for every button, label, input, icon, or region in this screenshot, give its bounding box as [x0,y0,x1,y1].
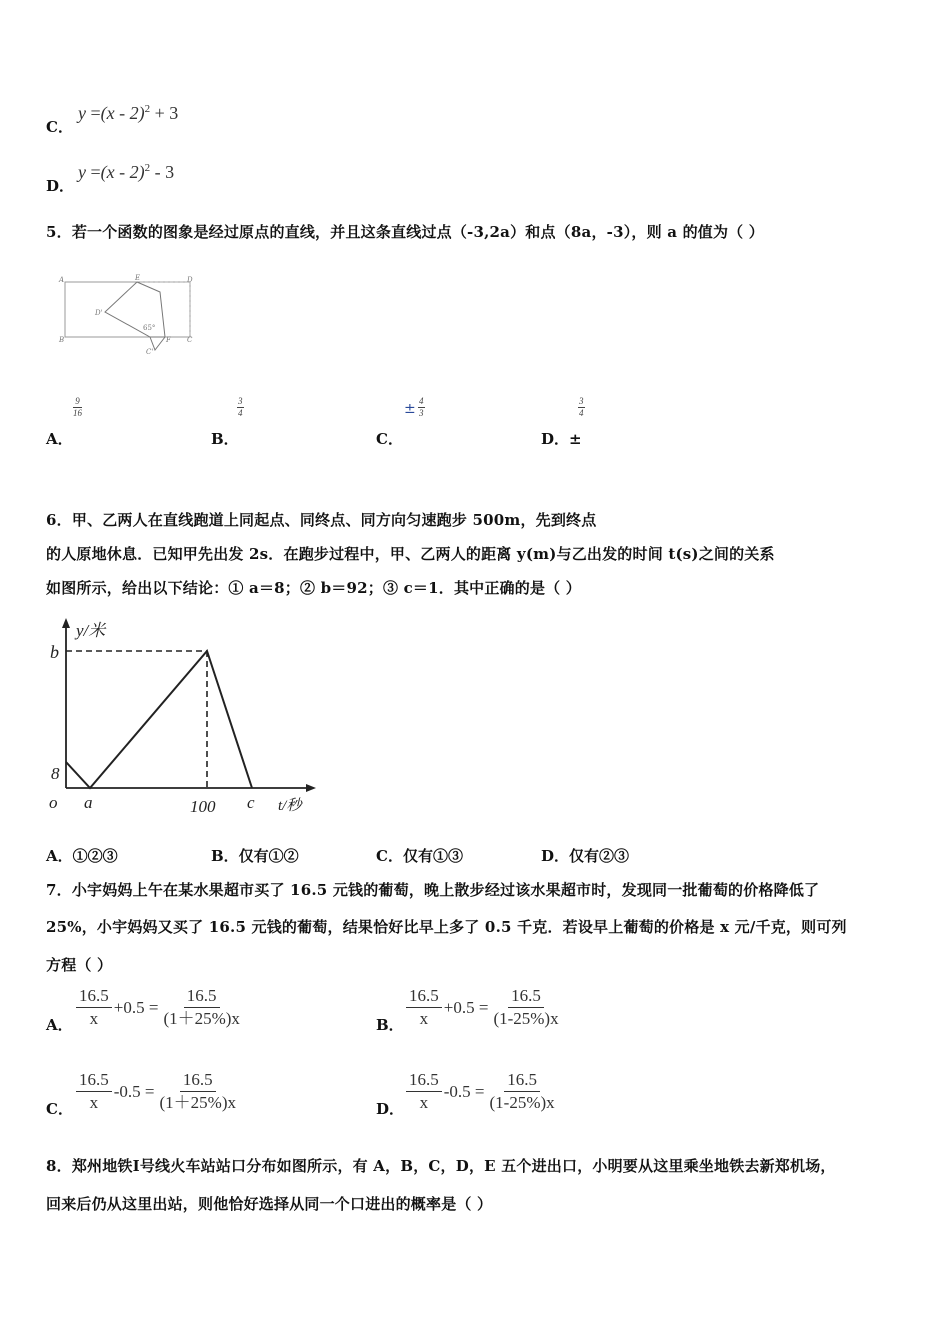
q6-option-c: C．仅有①③ [376,847,463,865]
q5-label-d: D [187,276,193,284]
q5-option-b-fraction [237,396,244,419]
q6-x-arrow [306,784,316,792]
q5-c-num: 4 [419,396,424,406]
q5-option-a-label: A． [46,430,73,448]
q6-y-arrow [62,618,70,628]
q5-d-den: 4 [579,408,584,418]
q7-b-num1: 16.5 [406,985,442,1008]
q5-angle-label: 65° [143,324,156,332]
q4-d-base: (x - 2) [100,162,145,182]
q7-b-den2: (1-25%)x [493,1009,559,1028]
q5-option-a-fraction [73,396,82,419]
q7-a-operator: +0.5 = [113,997,159,1017]
q4-c-lhs: y [78,103,86,123]
q7-d-den2: (1-25%)x [489,1093,555,1112]
q7-c-den2: (1＋25%)x [159,1093,236,1112]
q6-y-label: y/米 [76,621,106,640]
q5-option-d-label: D．± [541,430,582,448]
q5-label-cprime: C' [146,348,154,356]
q7-c-num2: 16.5 [180,1069,216,1092]
q5-a-den: 16 [73,408,82,418]
q5-b-num: 3 [238,396,243,406]
q5-option-c-plusminus: ± [404,401,416,417]
q5-option-c-fraction [418,396,425,419]
q5-label-b: B [59,336,65,344]
q5-label-f: F [166,336,171,344]
q4-option-d-label: D． [46,177,75,195]
q7-text-line1: 7．小宇妈妈上午在某水果超市买了 16.5 元钱的葡萄，晚上散步经过该水果超市时，发现同一批葡萄的价格降低了 [46,881,820,899]
q7-text-line3: 方程（ ） [46,956,113,974]
q7-d-num2: 16.5 [504,1069,540,1092]
q6-x-label: t/秒 [278,798,302,814]
q7-c-operator: -0.5 = [113,1081,155,1101]
q6-distance-line [66,651,252,788]
q6-b-label: b [50,642,59,662]
q4-c-tail: + 3 [154,103,179,123]
q4-option-d-expression [78,162,174,183]
q6-text-line3: 如图所示，给出以下结论：① a＝8；② b＝92；③ c＝1．其中正确的是（ ） [46,579,581,597]
q7-d-den1: x [419,1093,429,1112]
q5-rectangle-fold-figure [55,272,205,360]
q4-c-exp: 2 [144,103,151,115]
q5-question-text: 5．若一个函数的图象是经过原点的直线，并且这条直线过点（-3,2a）和点（8a，-3），则 a 的值为（ ） [46,223,764,241]
q4-option-c-expression [78,103,178,124]
q7-c-num1: 16.5 [76,1069,112,1092]
q7-a-den2: (1＋25%)x [163,1009,240,1028]
q8-text-line1: 8．郑州地铁Ⅰ号线火车站站口分布如图所示，有 A，B，C，D，E 五个进出口，小明要从这里乘坐地铁去新郑机场， [46,1157,836,1175]
q7-a-den1: x [89,1009,99,1028]
q5-option-c-label: C． [376,430,403,448]
q7-d-num1: 16.5 [406,1069,442,1092]
q7-option-b-equation [406,985,562,1030]
q6-a-label: a [84,793,93,812]
q6-text-line2: 的人原地休息．已知甲先出发 2s．在跑步过程中，甲、乙两人的距离 y(m)与乙出发的时间 t(s)之间的关系 [46,545,775,563]
q7-b-den1: x [419,1009,429,1028]
q7-option-a-equation [76,985,243,1030]
q4-d-eq: = [90,162,101,182]
q7-option-d-label: D． [376,1100,405,1118]
q5-d-num: 3 [579,396,584,406]
q6-origin-label: o [49,793,58,812]
q7-d-operator: -0.5 = [443,1081,485,1101]
q5-c-den: 3 [419,408,424,418]
q7-option-c-label: C． [46,1100,73,1118]
q7-a-num1: 16.5 [76,985,112,1008]
q7-a-num2: 16.5 [184,985,220,1008]
q4-d-tail: - 3 [154,162,175,182]
q6-distance-time-graph [44,614,324,822]
q7-b-num2: 16.5 [508,985,544,1008]
q7-option-d-equation [406,1069,558,1114]
q6-text-line1: 6．甲、乙两人在直线跑道上同起点、同终点、同方向匀速跑步 500m，先到终点 [46,511,597,529]
q4-d-lhs: y [78,162,86,182]
q7-option-c-equation [76,1069,239,1114]
q5-option-d-fraction [578,396,585,419]
q6-option-d: D．仅有②③ [541,847,630,865]
q7-option-a-label: A． [46,1016,73,1034]
q5-option-b-label: B． [211,430,239,448]
q5-fold-lines [105,282,165,337]
q5-label-c: C [187,336,193,344]
q7-b-operator: +0.5 = [443,997,489,1017]
q7-text-line2: 25%，小宇妈妈又买了 16.5 元钱的葡萄，结果恰好比早上多了 0.5 千克．若设早上葡萄的价格是 x 元/千克，则可列 [46,918,847,936]
q5-a-num: 9 [73,396,82,408]
q5-label-e: E [135,274,141,282]
q6-eight-label: 8 [51,764,60,783]
q4-c-eq: = [90,103,101,123]
q5-b-den: 4 [238,408,243,418]
q6-100-label: 100 [190,797,216,816]
q5-label-a: A [59,276,65,284]
q5-label-dprime: D' [95,309,103,317]
q6-c-label: c [247,793,255,812]
q6-option-a: A．①②③ [46,847,118,865]
q7-c-den1: x [89,1093,99,1112]
q6-option-b: B．仅有①② [211,847,299,865]
q8-text-line2: 回来后仍从这里出站，则他恰好选择从同一个口进出的概率是（ ） [46,1195,493,1213]
q4-d-exp: 2 [144,162,151,174]
q4-option-c-label: C． [46,118,73,136]
q4-c-base: (x - 2) [100,103,145,123]
q7-option-b-label: B． [376,1016,404,1034]
